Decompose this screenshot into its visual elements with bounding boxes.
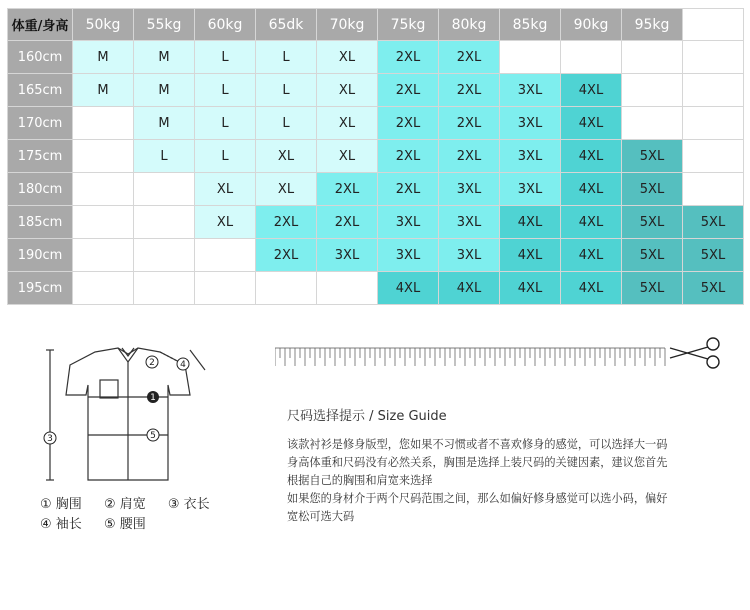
size-chart-table	[7, 8, 744, 305]
sleeve-marker-label: 4	[180, 360, 186, 370]
size-row	[8, 107, 744, 140]
weight-header: 55kg	[134, 9, 195, 41]
size-cell	[683, 173, 744, 206]
size-cell: L	[195, 107, 256, 140]
guide-line: 根据自己的胸围和肩宽来选择	[287, 474, 433, 487]
size-cell	[73, 239, 134, 272]
weight-header-row	[8, 9, 744, 41]
size-cell: 3XL	[500, 107, 561, 140]
ruler-decoration	[275, 336, 730, 376]
weight-header	[683, 9, 744, 41]
size-cell: 3XL	[378, 239, 439, 272]
size-cell: 4XL	[378, 272, 439, 305]
guide-line: 该款衬衫是修身版型，您如果不习惯或者不喜欢修身的感觉，可以选择大一码	[287, 438, 668, 451]
size-cell: 2XL	[378, 173, 439, 206]
size-cell	[622, 74, 683, 107]
size-cell: 3XL	[439, 239, 500, 272]
size-cell: L	[195, 140, 256, 173]
size-cell	[73, 140, 134, 173]
size-cell	[683, 41, 744, 74]
size-cell: 2XL	[439, 140, 500, 173]
size-cell: 3XL	[439, 173, 500, 206]
size-cell: XL	[317, 107, 378, 140]
measurement-legend	[40, 495, 228, 535]
size-cell: 4XL	[439, 272, 500, 305]
size-cell: 4XL	[500, 239, 561, 272]
size-cell: 5XL	[683, 206, 744, 239]
size-row	[8, 239, 744, 272]
size-cell: 4XL	[561, 107, 622, 140]
size-cell: 5XL	[683, 272, 744, 305]
size-cell: XL	[195, 173, 256, 206]
size-cell: XL	[256, 140, 317, 173]
legend-sleeve: ④ 袖长	[40, 517, 82, 532]
size-cell: 3XL	[317, 239, 378, 272]
size-cell: 2XL	[378, 74, 439, 107]
size-row	[8, 272, 744, 305]
height-header: 170cm	[8, 107, 73, 140]
size-cell	[561, 41, 622, 74]
size-cell: 5XL	[622, 239, 683, 272]
size-cell	[195, 272, 256, 305]
size-cell: 4XL	[561, 173, 622, 206]
size-cell: 2XL	[378, 107, 439, 140]
size-cell: 2XL	[317, 173, 378, 206]
size-cell: 5XL	[622, 206, 683, 239]
size-cell: 2XL	[256, 239, 317, 272]
corner-header: 体重/身高	[8, 9, 73, 41]
size-cell: 4XL	[561, 74, 622, 107]
size-cell	[195, 239, 256, 272]
shoulder-marker-label: 2	[149, 358, 155, 368]
weight-header: 65dk	[256, 9, 317, 41]
size-cell	[73, 272, 134, 305]
size-cell: 3XL	[500, 140, 561, 173]
weight-header: 70kg	[317, 9, 378, 41]
size-cell	[134, 206, 195, 239]
legend-waist: ⑤ 腰围	[103, 517, 146, 532]
size-cell: M	[73, 41, 134, 74]
size-cell: 4XL	[561, 140, 622, 173]
size-cell: 2XL	[439, 107, 500, 140]
size-cell	[683, 107, 744, 140]
size-cell	[256, 272, 317, 305]
size-guide	[287, 405, 727, 526]
size-cell: 3XL	[500, 173, 561, 206]
legend-length: ③ 衣长	[167, 497, 210, 512]
size-cell: 5XL	[622, 173, 683, 206]
size-cell: L	[256, 41, 317, 74]
weight-header: 95kg	[622, 9, 683, 41]
height-header: 160cm	[8, 41, 73, 74]
size-cell: XL	[195, 206, 256, 239]
size-row	[8, 206, 744, 239]
height-header: 185cm	[8, 206, 73, 239]
size-cell	[500, 41, 561, 74]
size-cell: L	[256, 107, 317, 140]
size-cell: L	[195, 41, 256, 74]
size-cell	[622, 41, 683, 74]
length-marker-label: 3	[47, 434, 53, 444]
size-cell: 2XL	[378, 41, 439, 74]
size-cell	[134, 173, 195, 206]
size-cell: L	[256, 74, 317, 107]
size-cell: 3XL	[439, 206, 500, 239]
size-cell	[73, 173, 134, 206]
size-cell: 5XL	[683, 239, 744, 272]
size-cell: 2XL	[439, 41, 500, 74]
size-cell: 5XL	[622, 272, 683, 305]
legend-shoulder: ② 肩宽	[103, 497, 146, 512]
size-cell	[317, 272, 378, 305]
height-header: 175cm	[8, 140, 73, 173]
size-cell	[73, 206, 134, 239]
size-cell: 2XL	[317, 206, 378, 239]
size-cell: XL	[317, 140, 378, 173]
guide-line: 如果您的身材介于两个尺码范围之间，那么如偏好修身感觉可以选小码，偏好	[287, 492, 668, 505]
size-cell	[73, 107, 134, 140]
size-cell: XL	[256, 173, 317, 206]
size-cell: 4XL	[500, 272, 561, 305]
weight-header: 75kg	[378, 9, 439, 41]
guide-line: 身高体重和尺码没有必然关系，胸围是选择上装尺码的关键因素，建议您首先	[287, 456, 668, 469]
size-cell: XL	[317, 41, 378, 74]
size-cell	[134, 239, 195, 272]
size-cell: 2XL	[378, 140, 439, 173]
size-cell: 4XL	[561, 239, 622, 272]
size-cell	[134, 272, 195, 305]
size-cell: M	[134, 74, 195, 107]
height-header: 165cm	[8, 74, 73, 107]
weight-header: 50kg	[73, 9, 134, 41]
waist-marker-label: 5	[150, 431, 156, 441]
size-cell: 4XL	[500, 206, 561, 239]
size-cell	[683, 140, 744, 173]
size-cell: XL	[317, 74, 378, 107]
height-header: 180cm	[8, 173, 73, 206]
weight-header: 90kg	[561, 9, 622, 41]
size-cell: L	[195, 74, 256, 107]
size-cell: L	[134, 140, 195, 173]
size-row	[8, 74, 744, 107]
size-cell: 5XL	[622, 140, 683, 173]
shirt-diagram	[40, 340, 240, 490]
legend-chest: ① 胸围	[40, 497, 82, 512]
size-cell: M	[134, 41, 195, 74]
weight-header: 85kg	[500, 9, 561, 41]
chest-marker-label: 1	[150, 393, 156, 403]
size-row	[8, 173, 744, 206]
size-cell: 4XL	[561, 206, 622, 239]
size-cell: 3XL	[500, 74, 561, 107]
weight-header: 80kg	[439, 9, 500, 41]
size-row	[8, 41, 744, 74]
height-header: 190cm	[8, 239, 73, 272]
size-cell: 2XL	[439, 74, 500, 107]
size-cell	[622, 107, 683, 140]
size-cell	[683, 74, 744, 107]
size-cell: 2XL	[256, 206, 317, 239]
size-cell: 4XL	[561, 272, 622, 305]
weight-header: 60kg	[195, 9, 256, 41]
size-cell: 3XL	[378, 206, 439, 239]
size-cell: M	[134, 107, 195, 140]
size-row	[8, 140, 744, 173]
size-cell: M	[73, 74, 134, 107]
height-header: 195cm	[8, 272, 73, 305]
guide-line: 宽松可选大码	[287, 510, 355, 523]
scissors-icon	[670, 338, 719, 368]
size-guide-title: 尺码选择提示 / Size Guide	[287, 409, 447, 424]
